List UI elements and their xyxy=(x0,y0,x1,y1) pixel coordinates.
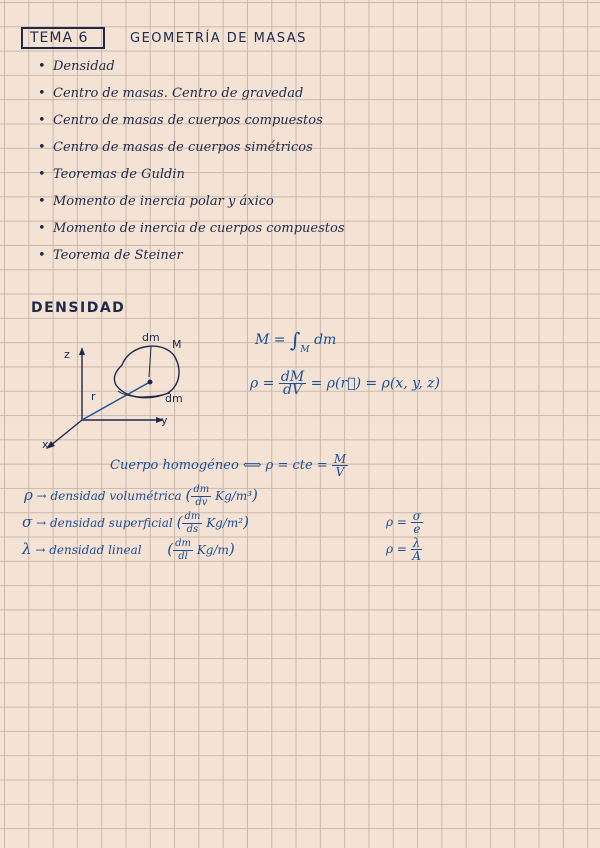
topic-item: • Momento de inercia de cuerpos compuestos xyxy=(38,221,345,236)
z-arrowhead xyxy=(79,347,85,355)
topic-item: • Densidad xyxy=(38,59,115,74)
topic-item: • Centro de masas de cuerpos compuestos xyxy=(38,113,323,128)
diagram-label-x: x xyxy=(42,438,49,451)
topic-item: • Teorema de Steiner xyxy=(38,248,183,263)
density-row: σ → densidad superficial ( $\frac{dm}{ds}$ Kg/m²) xyxy=(22,511,249,535)
diagram-label-y: y xyxy=(161,414,168,427)
page-title: GEOMETRÍA DE MASAS xyxy=(130,31,307,46)
relation-sigma: ρ = $\frac{\sigma}{e}$ xyxy=(386,509,421,536)
mass-body-outline xyxy=(114,346,179,398)
x-axis xyxy=(50,420,82,446)
topic-item: • Centro de masas. Centro de gravedad xyxy=(38,86,304,101)
topic-list xyxy=(38,56,345,272)
diagram-label-M: M xyxy=(172,338,182,351)
diagram-label-dm: dm xyxy=(142,331,160,344)
density-formula: ρ = $\frac{dM}{dV}$ = ρ(r⃗) = ρ(x, y, z) xyxy=(250,369,440,398)
topic-item: • Centro de masas de cuerpos simétricos xyxy=(38,140,313,155)
topic-item: • Momento de inercia polar y áxico xyxy=(38,194,274,209)
diagram-label-r: r xyxy=(91,390,96,403)
dm-pointer xyxy=(149,347,151,377)
diagram-label-z: z xyxy=(64,348,70,361)
mass-element-point xyxy=(148,380,152,384)
topic-item: • Teoremas de Guldin xyxy=(38,167,185,182)
mass-body-diagram xyxy=(30,325,230,455)
homogeneous-body-formula: Cuerpo homogéneo ⟺ ρ = cte = $\frac{M}{V}$ xyxy=(110,452,347,479)
section-heading-densidad: DENSIDAD xyxy=(31,300,126,316)
density-row: ρ → densidad volumétrica ( $\frac{dm}{dv}$ Kg/m³) xyxy=(24,484,258,508)
mass-integral: $M = \int_M$ dm xyxy=(255,328,337,355)
diagram-label-dm-surface: dm xyxy=(165,392,183,405)
relation-lambda: ρ = $\frac{\lambda}{A}$ xyxy=(386,536,421,563)
density-row: λ → densidad lineal ( $\frac{dm}{dl}$ Kg/m) xyxy=(22,538,235,562)
tema-label: TEMA 6 xyxy=(21,27,105,49)
